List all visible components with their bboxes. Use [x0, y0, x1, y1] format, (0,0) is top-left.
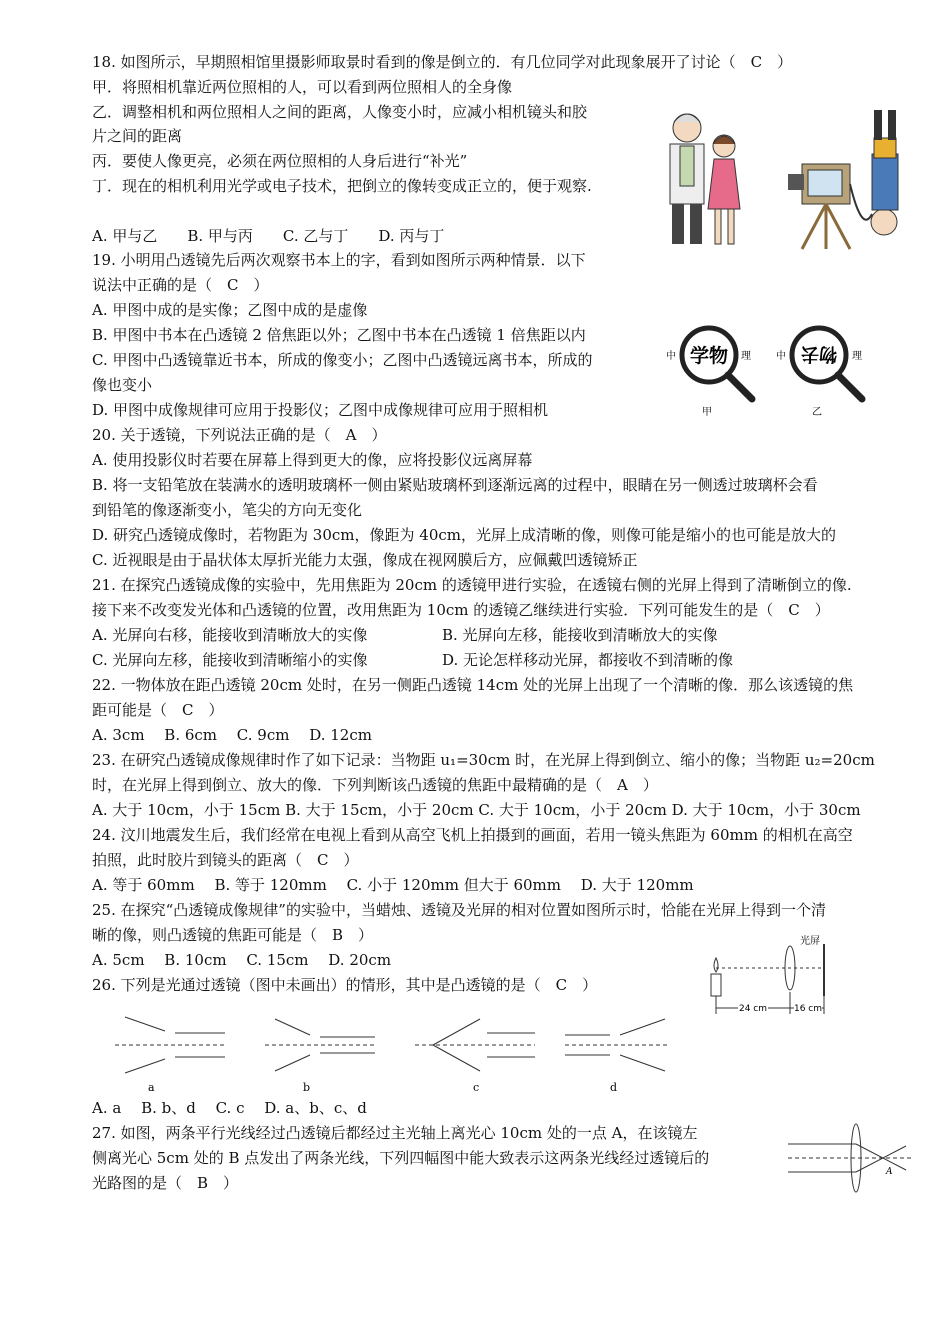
q18-statement-ding: 丁．现在的相机利用光学或电子技术，把倒立的像转变成正立的，便于观察. — [92, 177, 592, 195]
q22-stem-cont: 距可能是（ C ） — [92, 701, 224, 719]
q27-stem-cont2: 光路图的是（ B ） — [92, 1174, 239, 1192]
q26-label-a: a — [148, 1081, 155, 1094]
q26-label-b: b — [303, 1081, 311, 1094]
q18-statement-yi: 乙．调整相机和两位照相人之间的距离，人像变小时，应减小相机镜头和胶 — [92, 103, 588, 121]
q25-stem: 25. 在探究“凸透镜成像规律”的实验中，当蜡烛、透镜及光屏的相对位置如图所示时，恰能在光屏上得到一个清 — [92, 901, 826, 919]
q18-statement-yi-cont: 片之间的距离 — [92, 127, 183, 145]
q21-stem: 21. 在探究凸透镜成像的实验中，先用焦距为 20cm 的透镜甲进行实验，在透镜右侧的光屏上得到了清晰倒立的像. — [92, 576, 852, 594]
q26-options: A. a B. b、d C. c D. a、b、c、d — [92, 1099, 367, 1117]
q22-stem: 22. 一物体放在距凸透镜 20cm 处时，在另一侧距凸透镜 14cm 处的光屏上出现了一个清晰的像．那么该透镜的焦 — [92, 676, 854, 694]
q18-statement-bing: 丙．要使人像更亮，必须在两位照相的人身后进行“补光” — [92, 152, 468, 170]
q25-stem-cont: 晰的像，则凸透镜的焦距可能是（ B ） — [92, 926, 374, 944]
q26-diagram-c — [415, 1019, 535, 1094]
q27-stem-cont: 侧离光心 5cm 处的 B 点发出了两条光线，下列四幅图中能大致表示这两条光线经过透镜后的 — [92, 1149, 710, 1167]
q19-option-d: D. 甲图中成像规律可应用于投影仪；乙图中成像规律可应用于照相机 — [92, 401, 549, 419]
q18-stem: 18. 如图所示，早期照相馆里摄影师取景时看到的像是倒立的．有几位同学对此现象展开了讨论（ C ） — [92, 53, 793, 71]
q19-fig-li-right: 理 — [852, 351, 862, 362]
q19-fig-right-text: 物去 — [801, 343, 837, 364]
q19-fig-zhong-left: 中 — [666, 351, 676, 362]
q19-option-b: B. 甲图中书本在凸透镜 2 倍焦距以外；乙图中书本在凸透镜 1 倍焦距以内 — [92, 326, 586, 344]
q19-option-a: A. 甲图中成的是实像；乙图中成的是虚像 — [92, 301, 368, 319]
q19-fig-label-jia: 甲 — [702, 407, 712, 418]
q24-options: A. 等于 60mm B. 等于 120mm C. 小于 120mm 但大于 60mm D. 大于 120mm — [92, 876, 694, 894]
q27-lens-figure — [786, 1120, 916, 1198]
q22-options: A. 3cm B. 6cm C. 9cm D. 12cm — [92, 726, 372, 744]
q23-stem-cont: 时，在光屏上得到倒立、放大的像．下列判断该凸透镜的焦距中最精确的是（ A ） — [92, 776, 658, 794]
q26-diagram-a — [115, 1017, 225, 1094]
q19-fig-li-left: 理 — [741, 351, 751, 362]
q19-fig-left-text: 学物 — [689, 345, 729, 367]
q25-optical-bench-figure — [700, 932, 840, 1022]
q25-fig-screen-label: 光屏 — [800, 936, 820, 947]
q25-fig-dist2: 16 cm — [793, 1004, 823, 1014]
q19-stem: 19. 小明用凸透镜先后两次观察书本上的字，看到如图所示两种情景．以下 — [92, 251, 586, 269]
q20-stem: 20. 关于透镜，下列说法正确的是（ A ） — [92, 426, 387, 444]
q24-stem-cont: 拍照，此时胶片到镜头的距离（ C ） — [92, 851, 359, 869]
q23-options: A. 大于 10cm，小于 15cm B. 大于 15cm，小于 20cm C. 大于 10cm，小于 20cm D. 大于 10cm，小于 30cm — [92, 801, 861, 819]
q18-options: A. 甲与乙 B. 甲与丙 C. 乙与丁 D. 丙与丁 — [92, 227, 445, 245]
q26-label-d: d — [610, 1081, 618, 1094]
q25-options: A. 5cm B. 10cm C. 15cm D. 20cm — [92, 951, 392, 969]
q20-option-b-cont: 到铅笔的像逐渐变小，笔尖的方向无变化 — [92, 501, 363, 519]
q19-option-c: C. 甲图中凸透镜靠近书本，所成的像变小；乙图中凸透镜远离书本，所成的 — [92, 351, 593, 369]
q26-label-c: c — [473, 1081, 480, 1094]
q26-stem: 26. 下列是光通过透镜（图中未画出）的情形，其中是凸透镜的是（ C ） — [92, 976, 598, 994]
q18-statement-jia: 甲．将照相机靠近两位照相的人，可以看到两位照相人的全身像 — [92, 78, 513, 96]
q23-stem: 23. 在研究凸透镜成像规律时作了如下记录：当物距 u₁=30cm 时，在光屏上得到倒立、缩小的像；当物距 u₂=20cm — [92, 751, 875, 769]
q20-option-d: D. 研究凸透镜成像时，若物距为 30cm，像距为 40cm，光屏上成清晰的像，则像可能是缩小的也可能是放大的 — [92, 526, 836, 544]
q27-fig-point-a: A — [886, 1167, 893, 1177]
q19-stem-cont: 说法中正确的是（ C ） — [92, 276, 269, 294]
q18-photo-studio-figure — [652, 104, 922, 254]
q26-diagram-d — [565, 1019, 670, 1094]
q19-fig-label-yi: 乙 — [812, 407, 822, 418]
q27-stem: 27. 如图，两条平行光线经过凸透镜后都经过主光轴上离光心 10cm 处的一点 A，在该镜左 — [92, 1124, 698, 1142]
q21-option-c: C. 光屏向左移，能接收到清晰缩小的实像 — [92, 651, 368, 669]
q19-option-c-cont: 像也变小 — [92, 376, 153, 394]
q24-stem: 24. 汶川地震发生后，我们经常在电视上看到从高空飞机上拍摄到的画面，若用一镜头焦距为 60mm 的相机在高空 — [92, 826, 853, 844]
q26-light-path-figure — [115, 1005, 675, 1095]
q21-stem-cont: 接下来不改变发光体和凸透镜的位置，改用焦距为 10cm 的透镜乙继续进行实验．下列可能发生的是（ C ） — [92, 601, 830, 619]
q21-option-d: D. 无论怎样移动光屏，都接收不到清晰的像 — [442, 651, 734, 669]
q20-option-c: C. 近视眼是由于晶状体太厚折光能力太强，像成在视网膜后方，应佩戴凹透镜矫正 — [92, 551, 638, 569]
q19-magnifier-figure — [664, 325, 884, 420]
q21-option-a: A. 光屏向右移，能接收到清晰放大的实像 — [92, 626, 368, 644]
q20-option-a: A. 使用投影仪时若要在屏幕上得到更大的像，应将投影仪远离屏幕 — [92, 451, 533, 469]
q20-option-b: B. 将一支铅笔放在装满水的透明玻璃杯一侧由紧贴玻璃杯到逐渐远离的过程中，眼睛在另一侧透过玻璃杯会看 — [92, 476, 818, 494]
q25-fig-dist1: 24 cm — [738, 1004, 768, 1014]
q26-diagram-b — [265, 1019, 375, 1094]
q19-fig-zhong-right: 中 — [776, 351, 786, 362]
q21-option-b: B. 光屏向左移，能接收到清晰放大的实像 — [442, 626, 718, 644]
